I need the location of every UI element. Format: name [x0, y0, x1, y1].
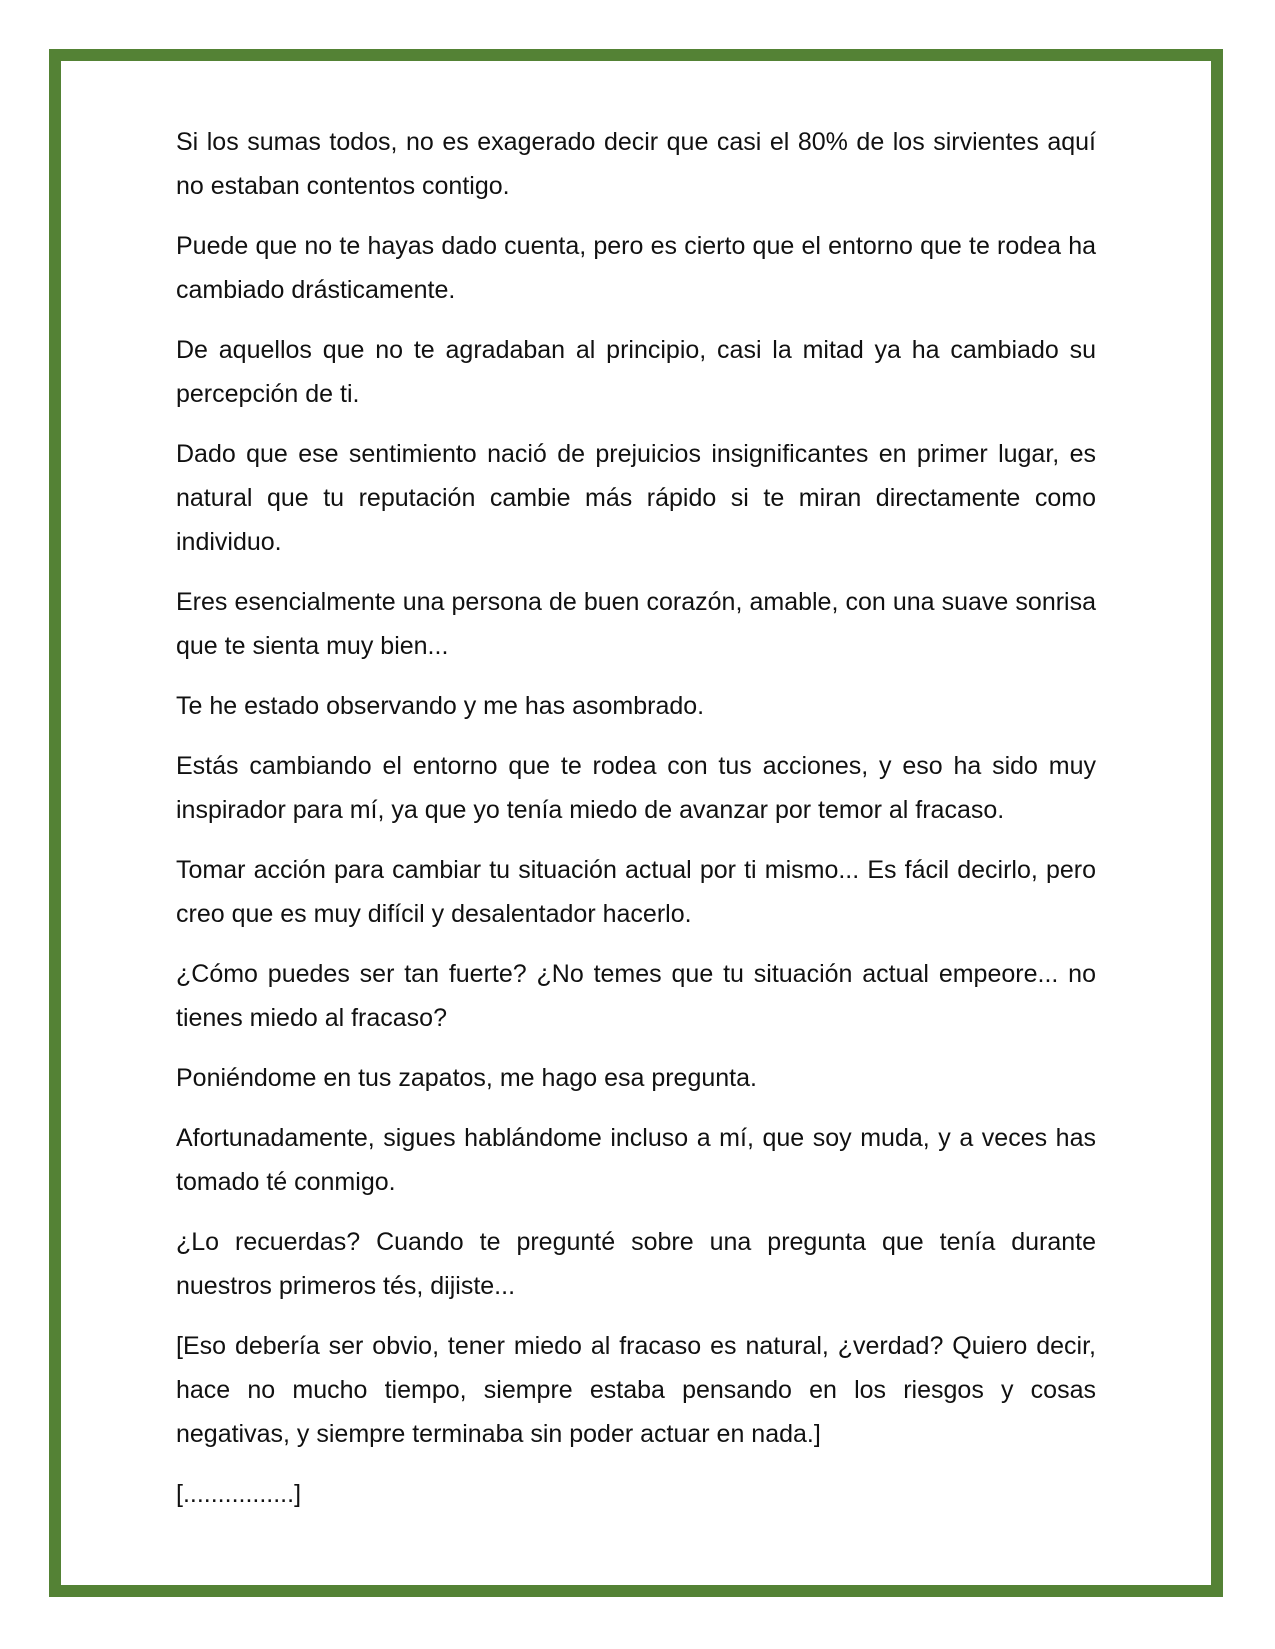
paragraph: Dado que ese sentimiento nació de prejuicios insignificantes en primer lugar, es natural que tu reputación cambie más rápido si te miran directamente como individuo. [176, 440, 1096, 556]
paragraph: Si los sumas todos, no es exagerado decir que casi el 80% de los sirvientes aquí no estaban contentos contigo. [176, 128, 1096, 200]
paragraph: Tomar acción para cambiar tu situación actual por ti mismo... Es fácil decirlo, pero creo que es muy difícil y desalentador hacerlo. [176, 856, 1096, 928]
paragraph: ¿Cómo puedes ser tan fuerte? ¿No temes que tu situación actual empeore... no tienes miedo al fracaso? [176, 960, 1096, 1032]
paragraph: Eres esencialmente una persona de buen corazón, amable, con una suave sonrisa que te sienta muy bien... [176, 588, 1096, 660]
paragraph: Afortunadamente, sigues hablándome incluso a mí, que soy muda, y a veces has tomado té conmigo. [176, 1124, 1096, 1196]
document-body [176, 120, 1096, 1532]
paragraph: [Eso debería ser obvio, tener miedo al fracaso es natural, ¿verdad? Quiero decir, hace no mucho tiempo, siempre estaba pensando en los riesgos y cosas negativas, y siempre terminaba sin poder actuar en nada.] [176, 1332, 1096, 1448]
paragraph: Poniéndome en tus zapatos, me hago esa pregunta. [176, 1064, 757, 1092]
paragraph: Puede que no te hayas dado cuenta, pero es cierto que el entorno que te rodea ha cambiado drásticamente. [176, 232, 1096, 304]
paragraph: De aquellos que no te agradaban al principio, casi la mitad ya ha cambiado su percepción de ti. [176, 336, 1096, 408]
paragraph: ¿Lo recuerdas? Cuando te pregunté sobre una pregunta que tenía durante nuestros primeros tés, dijiste... [176, 1228, 1096, 1300]
paragraph: Te he estado observando y me has asombrado. [176, 692, 705, 720]
paragraph-ellipsis: [................] [176, 1480, 302, 1508]
paragraph: Estás cambiando el entorno que te rodea con tus acciones, y eso ha sido muy inspirador para mí, ya que yo tenía miedo de avanzar por temor al fracaso. [176, 752, 1096, 824]
